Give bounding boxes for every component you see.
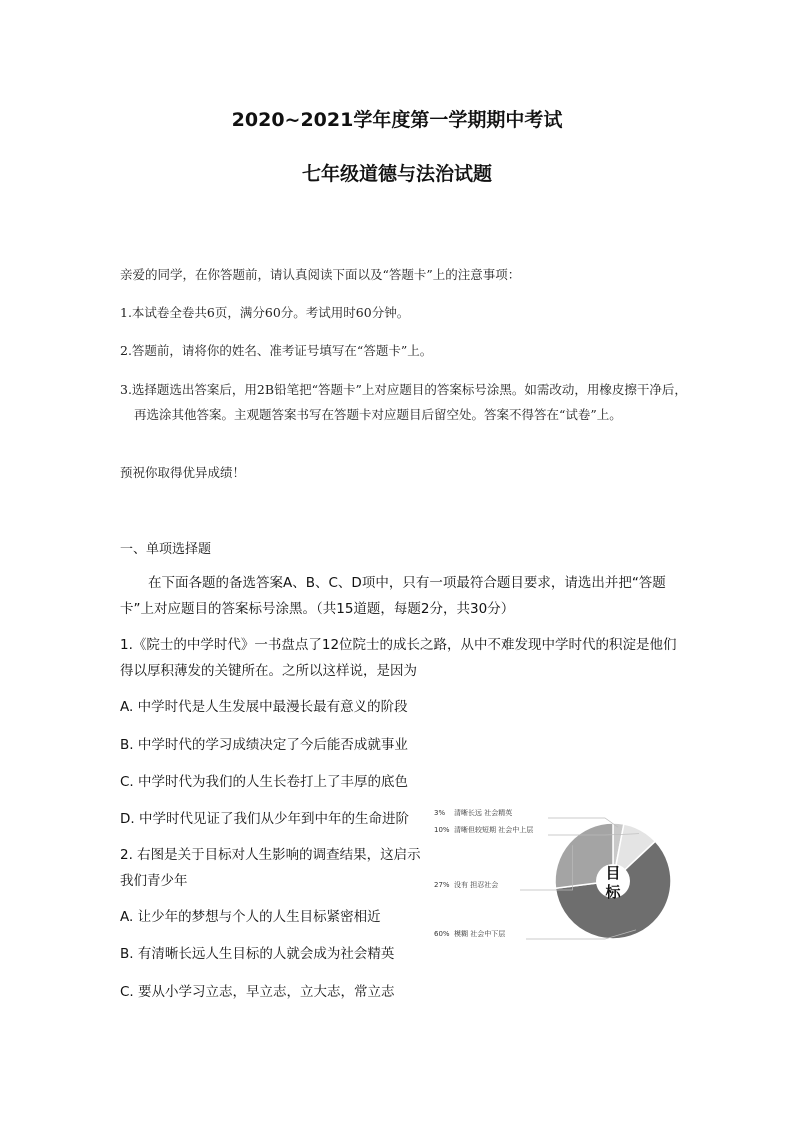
question-2-stem: 2. 右图是关于目标对人生影响的调查结果，这启示我们青少年 [120, 847, 421, 889]
slice-description-label: 清晰长远 社会精英 [454, 809, 513, 817]
question-2-option-a: A. 让少年的梦想与个人的人生目标紧密相近 [120, 909, 381, 925]
pie-center-label: 目 [605, 864, 621, 882]
section-heading: 一、单项选择题 [120, 542, 212, 557]
question-2-option-c: C. 要从小学习立志，早立志，立大志，常立志 [120, 984, 395, 1000]
question-1-option-d: D. 中学时代见证了我们从少年到中年的生命进阶 [120, 811, 409, 827]
slice-description-label: 清晰但较短期 社会中上层 [454, 826, 534, 834]
notice-item-3: 3.选择题选出答案后，用2B铅笔把“答题卡”上对应题目的答案标号涂黑。如需改动，用橡皮擦干净后，再选涂其他答案。主观题答案书写在答题卡对应题目后留空处。答案不得答在“试卷”上。 [120, 382, 687, 422]
slice-description-label: 没有 担忍社会 [454, 881, 499, 889]
question-1-option-a: A. 中学时代是人生发展中最漫长最有意义的阶段 [120, 699, 408, 715]
slice-percent-label: 10% [434, 826, 450, 834]
question-1-stem: 1.《院士的中学时代》一书盘点了12位院士的成长之路，从中不难发现中学时代的积淀是他们得以厚积薄发的关键所在。之所以这样说，是因为 [120, 637, 677, 679]
slice-percent-label: 27% [434, 881, 450, 889]
notice-intro: 亲爱的同学，在你答题前，请认真阅读下面以及“答题卡”上的注意事项： [120, 267, 521, 282]
exam-title: 2020~2021学年度第一学期期中考试 [231, 109, 563, 131]
question-1-option-b: B. 中学时代的学习成绩决定了今后能否成就事业 [120, 737, 408, 753]
goal-survey-pie-chart [428, 805, 688, 955]
exam-subtitle: 七年级道德与法治试题 [301, 163, 492, 185]
slice-description-label: 模糊 社会中下层 [454, 930, 506, 938]
notice-wish: 预祝你取得优异成绩！ [120, 465, 246, 480]
notice-item-1: 1.本试卷全卷共6页，满分60分。考试用时60分钟。 [120, 305, 410, 320]
notice-item-2: 2.答题前，请将你的姓名、准考证号填写在“答题卡”上。 [120, 343, 433, 358]
pie-center-label: 标 [605, 883, 621, 901]
slice-percent-label: 60% [434, 930, 450, 938]
question-2-option-b: B. 有清晰长远人生目标的人就会成为社会精英 [120, 946, 395, 962]
slice-percent-label: 3% [434, 809, 446, 817]
question-1-option-c: C. 中学时代为我们的人生长卷打上了丰厚的底色 [120, 774, 409, 790]
section-instruction: 在下面各题的备选答案A、B、C、D项中，只有一项最符合题目要求，请选出并把“答题卡”上对应题目的答案标号涂黑。（共15道题，每题2分，共30分） [120, 575, 666, 617]
